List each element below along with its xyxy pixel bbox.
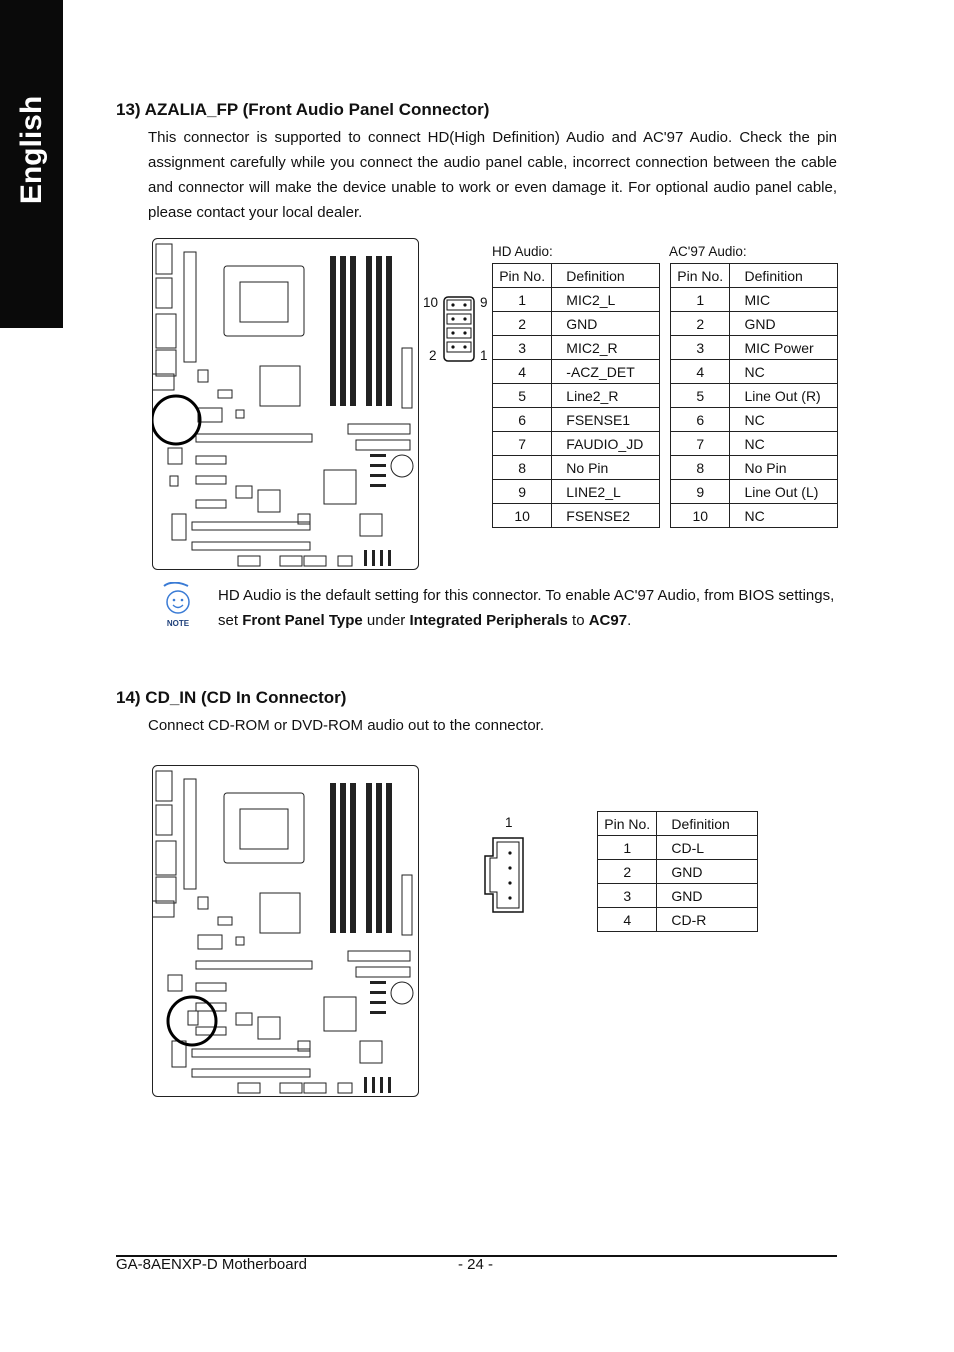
connector-label-9: 9 <box>480 295 488 310</box>
ac97-audio-definition-cell: Line Out (R) <box>730 384 838 408</box>
ac97-audio-pin-cell: 10 <box>671 504 730 528</box>
ac97-audio-pin-cell: 6 <box>671 408 730 432</box>
cd-in-pin-table <box>597 811 758 932</box>
ac97-audio-row <box>671 480 838 504</box>
ac97-audio-definition-cell: Line Out (L) <box>730 480 838 504</box>
cd-in-definition-cell: CD-R <box>657 908 758 932</box>
connector-label-1: 1 <box>480 348 488 363</box>
ac97-audio-definition-cell: MIC <box>730 288 838 312</box>
ac97-audio-definition-cell: GND <box>730 312 838 336</box>
motherboard-diagram-cd-in <box>152 765 420 1098</box>
hd-audio-row <box>493 480 660 504</box>
hd-audio-pin-cell: 10 <box>493 504 552 528</box>
ac97-audio-header-pin: Pin No. <box>671 264 730 288</box>
ac97-audio-row <box>671 432 838 456</box>
ac97-audio-pin-cell: 5 <box>671 384 730 408</box>
hd-audio-definition-cell: MIC2_R <box>552 336 660 360</box>
hd-audio-caption: HD Audio: <box>492 244 553 259</box>
hd-audio-definition-cell: FSENSE2 <box>552 504 660 528</box>
hd-audio-pin-cell: 9 <box>493 480 552 504</box>
hd-audio-row <box>493 288 660 312</box>
section-14-body: Connect CD-ROM or DVD-ROM audio out to the connector. <box>148 717 544 734</box>
ac97-audio-header-definition: Definition <box>730 264 838 288</box>
ac97-audio-row <box>671 408 838 432</box>
hd-audio-definition-cell: No Pin <box>552 456 660 480</box>
cd-in-header-row <box>598 812 758 836</box>
cd-in-row <box>598 836 758 860</box>
language-side-tab <box>0 0 63 328</box>
ac97-audio-row <box>671 504 838 528</box>
connector-label-10: 10 <box>423 295 439 310</box>
connector-label-2: 2 <box>429 348 437 363</box>
hd-audio-row <box>493 504 660 528</box>
hd-audio-definition-cell: FAUDIO_JD <box>552 432 660 456</box>
cd-in-definition-cell: GND <box>657 884 758 908</box>
ac97-audio-definition-cell: NC <box>730 360 838 384</box>
cd-in-connector-pinout <box>483 836 527 914</box>
ac97-audio-row <box>671 360 838 384</box>
bios-value-ac97: AC97 <box>588 612 628 629</box>
hd-audio-pin-cell: 8 <box>493 456 552 480</box>
hd-audio-pin-cell: 4 <box>493 360 552 384</box>
ac97-audio-pin-cell: 1 <box>671 288 730 312</box>
note-text: HD Audio is the default setting for this connector. To enable AC'97 Audio, from BIOS settings, set Front Panel Type under Integrated Peripherals to AC97. <box>218 587 835 629</box>
bios-option-front-panel-type: Front Panel Type <box>242 612 363 629</box>
ac97-audio-caption: AC'97 Audio: <box>669 244 747 259</box>
note-icon-label: NOTE <box>166 619 190 628</box>
hd-audio-definition-cell: GND <box>552 312 660 336</box>
cd-in-header-pin: Pin No. <box>598 812 657 836</box>
hd-audio-definition-cell: LINE2_L <box>552 480 660 504</box>
ac97-audio-pin-cell: 7 <box>671 432 730 456</box>
hd-audio-pin-cell: 1 <box>493 288 552 312</box>
cd-in-pin-cell: 1 <box>598 836 657 860</box>
hd-audio-definition-cell: -ACZ_DET <box>552 360 660 384</box>
section-13-title: 13) AZALIA_FP (Front Audio Panel Connector) <box>116 100 490 119</box>
cd-in-definition-cell: CD-L <box>657 836 758 860</box>
hd-audio-header-pin: Pin No. <box>493 264 552 288</box>
cd-in-row <box>598 908 758 932</box>
hd-audio-definition-cell: MIC2_L <box>552 288 660 312</box>
hd-audio-pin-cell: 3 <box>493 336 552 360</box>
ac97-audio-definition-cell: MIC Power <box>730 336 838 360</box>
hd-audio-header-definition: Definition <box>552 264 660 288</box>
ac97-audio-definition-cell: NC <box>730 408 838 432</box>
hd-audio-row <box>493 432 660 456</box>
cd-in-pin-cell: 4 <box>598 908 657 932</box>
hd-audio-row <box>493 456 660 480</box>
footer-model: GA-8AENXP-D Motherboard <box>116 1256 307 1273</box>
cd-in-pin-cell: 3 <box>598 884 657 908</box>
side-tab-label: English <box>15 95 48 205</box>
section-13-body: This connector is supported to connect HD(High Definition) Audio and AC'97 Audio. Check the pin assignment carefully while you connect the audio panel cable, incorrect connection between the cable and connector will make the device unable to work or even damage it. For optional audio panel cable, please contact your local dealer. <box>148 129 837 221</box>
ac97-audio-row <box>671 336 838 360</box>
hd-audio-definition-cell: Line2_R <box>552 384 660 408</box>
azalia-connector-pinout <box>443 296 475 362</box>
ac97-audio-pin-table <box>670 263 838 528</box>
cd-in-pin-cell: 2 <box>598 860 657 884</box>
ac97-audio-row <box>671 288 838 312</box>
hd-audio-row <box>493 360 660 384</box>
hd-audio-definition-cell: FSENSE1 <box>552 408 660 432</box>
hd-audio-pin-cell: 2 <box>493 312 552 336</box>
cd-in-pin1-label: 1 <box>505 815 513 830</box>
ac97-audio-header-row <box>671 264 838 288</box>
footer-page-number: - 24 - <box>458 1256 494 1273</box>
cd-in-definition-cell: GND <box>657 860 758 884</box>
note-icon <box>156 582 200 628</box>
ac97-audio-definition-cell: NC <box>730 504 838 528</box>
hd-audio-pin-cell: 5 <box>493 384 552 408</box>
ac97-audio-pin-cell: 4 <box>671 360 730 384</box>
hd-audio-row <box>493 336 660 360</box>
ac97-audio-pin-cell: 2 <box>671 312 730 336</box>
hd-audio-pin-cell: 7 <box>493 432 552 456</box>
section-14-title: 14) CD_IN (CD In Connector) <box>116 688 347 707</box>
hd-audio-row <box>493 408 660 432</box>
cd-in-row <box>598 860 758 884</box>
cd-in-row <box>598 884 758 908</box>
ac97-audio-definition-cell: No Pin <box>730 456 838 480</box>
cd-in-header-definition: Definition <box>657 812 758 836</box>
hd-audio-header-row <box>493 264 660 288</box>
ac97-audio-definition-cell: NC <box>730 432 838 456</box>
ac97-audio-row <box>671 456 838 480</box>
bios-menu-integrated-peripherals: Integrated Peripherals <box>409 612 568 629</box>
ac97-audio-row <box>671 384 838 408</box>
ac97-audio-pin-cell: 8 <box>671 456 730 480</box>
ac97-audio-pin-cell: 9 <box>671 480 730 504</box>
hd-audio-row <box>493 384 660 408</box>
hd-audio-row <box>493 312 660 336</box>
ac97-audio-row <box>671 312 838 336</box>
hd-audio-pin-cell: 6 <box>493 408 552 432</box>
hd-audio-pin-table <box>492 263 660 528</box>
motherboard-diagram-azalia <box>152 238 420 571</box>
ac97-audio-pin-cell: 3 <box>671 336 730 360</box>
